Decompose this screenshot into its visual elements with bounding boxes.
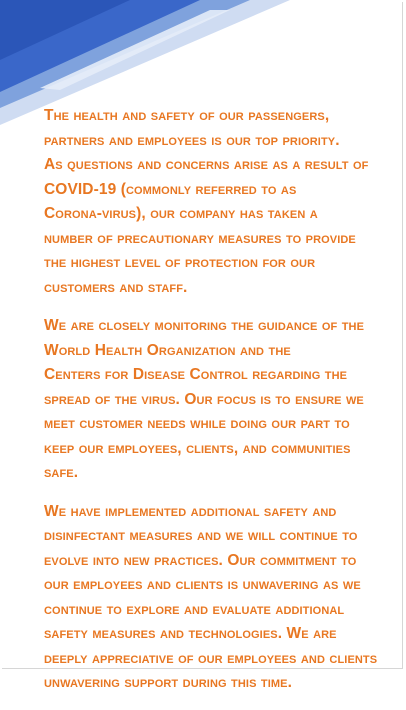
text-line: World Health Organization and the xyxy=(44,341,291,359)
text-line: We are closely monitoring the guidance of the xyxy=(44,317,365,334)
text-line: spread of the virus. Our focus is to ensure we xyxy=(44,390,364,408)
text-line: As questions and concerns arise as a result of xyxy=(44,156,369,173)
text-line: Centers for Disease Control regarding the xyxy=(44,366,348,383)
text-line: partners and employees is our top priority. xyxy=(44,131,340,149)
text-line: We have implemented additional safety and xyxy=(44,502,337,520)
text-line: unwavering support during this time. xyxy=(44,674,292,691)
paragraph-2 xyxy=(44,314,404,486)
text-line: deeply appreciative of our employees and clients xyxy=(44,649,378,667)
text-line: safe. xyxy=(44,464,79,481)
text-line: evolve into new practices. Our commitment to xyxy=(44,551,357,569)
paragraph-3 xyxy=(44,500,404,696)
text-line: The health and safety of our passengers, xyxy=(44,107,330,124)
text-line: the highest level of protection for our xyxy=(44,254,316,271)
text-line: continue to explore and evaluate additional xyxy=(44,600,345,618)
text-line: meet customer needs while doing our part to xyxy=(44,415,350,432)
text-line: Corona-virus), our company has taken a xyxy=(44,205,318,222)
text-line: customers and staff. xyxy=(44,278,188,296)
text-line: safety measures and technologies. We are xyxy=(44,625,337,642)
text-line: our employees and clients is unwavering as we xyxy=(44,576,361,593)
text-line: keep our employees, clients, and communities xyxy=(44,439,351,457)
text-line: COVID-19 (commonly referred to as xyxy=(44,180,297,198)
notice-text xyxy=(44,104,404,710)
text-line: number of precautionary measures to provide xyxy=(44,229,356,247)
paragraph-1 xyxy=(44,104,404,300)
text-line: disinfectant measures and we will continue to xyxy=(44,527,358,544)
